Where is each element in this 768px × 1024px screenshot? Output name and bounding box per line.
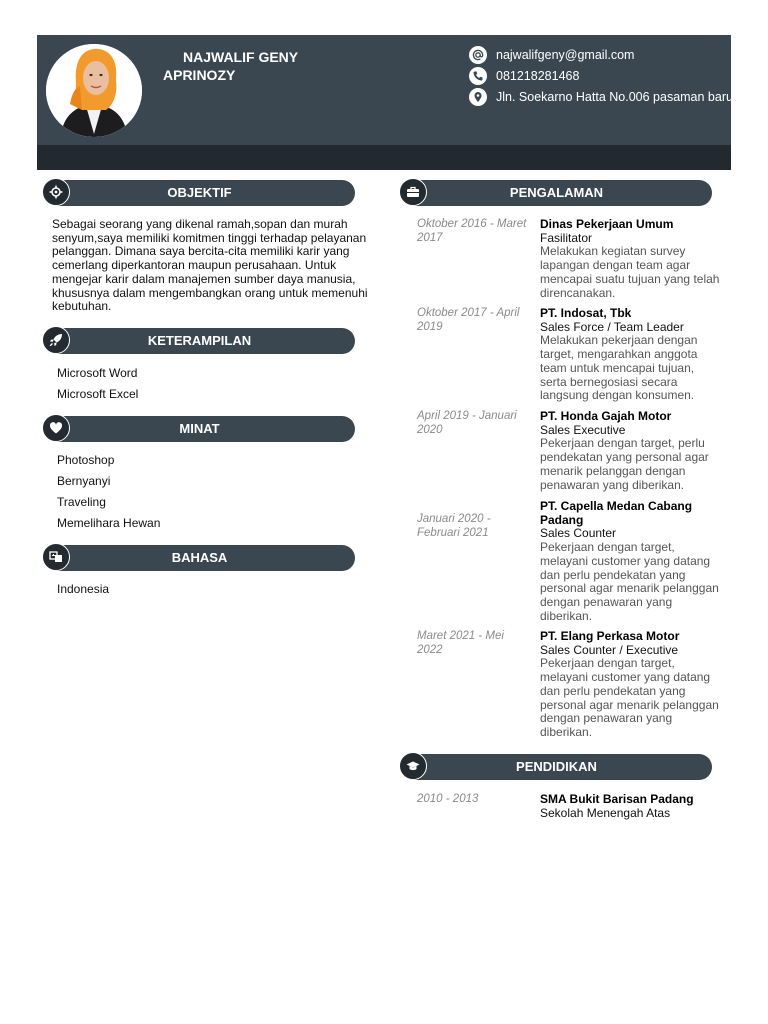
interest-item: Traveling	[57, 495, 106, 509]
contact-phone	[469, 67, 579, 85]
experience-entry	[540, 307, 720, 403]
section-header-bahasa	[44, 545, 355, 571]
education-date: 2010 - 2013	[417, 793, 479, 805]
applicant-last-name: APRINOZY	[163, 67, 236, 83]
job-role: Sales Counter / Executive	[540, 642, 679, 657]
job-description: Pekerjaan dengan target, melayani customer yang datang dan perlu pendekatan yang personal agar menarik pelanggan dengan penawaran yang diberikan.	[540, 540, 719, 623]
experience-date: April 2019 - Januari 2020	[417, 410, 517, 436]
contact-email	[469, 46, 634, 64]
experience-entry	[540, 630, 720, 740]
interest-item: Bernyanyi	[57, 474, 111, 488]
phone-text: 081218281468	[496, 69, 580, 83]
section-title: OBJEKTIF	[167, 185, 232, 200]
experience-date: Maret 2021 - Mei 2022	[417, 630, 504, 656]
section-header-pendidikan	[401, 754, 712, 780]
experience-entry	[540, 410, 720, 492]
experience-date: Oktober 2016 - Maret 2017	[417, 218, 527, 244]
section-title: MINAT	[179, 421, 220, 436]
at-sign-icon	[469, 46, 487, 64]
header-strip	[37, 145, 731, 170]
skill-item: Microsoft Excel	[57, 387, 139, 401]
objective-paragraph: Sebagai seorang yang dikenal ramah,sopan dan murah senyum,saya memiliki komitmen tinggi terhadap pelayanan pelanggan. Dimana saya bercita-cita memiliki karir yang cemerlang diperkantoran maupun perusahaan. Untuk mengejar karir dalam manajemen sumber daya manusia, khususnya dalam mengembangkan orang untuk memenuhi kebutuhan.	[52, 217, 368, 314]
experience-entry	[540, 500, 720, 623]
section-title: PENDIDIKAN	[516, 759, 597, 774]
experience-entry	[540, 218, 720, 300]
job-role: Sales Counter	[540, 526, 617, 541]
school-level: Sekolah Menengah Atas	[540, 805, 671, 820]
experience-date: Januari 2020 - Februari 2021	[417, 513, 491, 539]
job-role: Sales Executive	[540, 422, 626, 437]
email-text: najwalifgeny@gmail.com	[496, 48, 635, 62]
skill-item: Microsoft Word	[57, 366, 138, 380]
job-description: Pekerjaan dengan target, melayani customer yang datang dan perlu pendekatan yang personal agar menarik pelanggan dengan penawaran yang diberikan.	[540, 656, 719, 739]
company-name: Dinas Pekerjaan Umum	[540, 217, 674, 231]
school-name: SMA Bukit Barisan Padang	[540, 792, 694, 806]
company-name: PT. Elang Perkasa Motor	[540, 629, 680, 643]
job-description: Melakukan pekerjaan dengan target, mengarahkan anggota team untuk mencapai tujuan, serta bernegosiasi secara langsung dengan konsumen.	[540, 333, 698, 403]
company-name: PT. Honda Gajah Motor	[540, 409, 672, 423]
profile-photo	[46, 44, 142, 137]
applicant-first-name: NAJWALIF GENY	[183, 49, 299, 65]
language-item: Indonesia	[57, 582, 110, 596]
education-entry	[540, 793, 720, 820]
section-header-pengalaman	[401, 180, 712, 206]
job-description: Pekerjaan dengan target, perlu pendekatan yang personal agar menarik pelanggan dengan penawaran yang diberikan.	[540, 436, 709, 492]
section-title: BAHASA	[171, 550, 228, 565]
interest-item: Photoshop	[57, 453, 115, 467]
interest-item: Memelihara Hewan	[57, 516, 161, 530]
company-name: PT. Capella Medan Cabang Padang	[540, 499, 693, 527]
experience-date: Oktober 2017 - April 2019	[417, 307, 520, 333]
section-header-keterampilan	[44, 328, 355, 354]
job-description: Melakukan kegiatan survey lapangan dengan team agar mencapai suatu tujuan yang telah direncanakan.	[540, 244, 720, 300]
section-title: PENGALAMAN	[509, 185, 604, 200]
phone-icon	[469, 67, 487, 85]
job-role: Fasilitator	[540, 230, 593, 245]
job-role: Sales Force / Team Leader	[540, 319, 684, 334]
section-title: KETERAMPILAN	[147, 333, 252, 348]
company-name: PT. Indosat, Tbk	[540, 306, 632, 320]
location-pin-icon	[469, 88, 487, 106]
contact-address	[469, 88, 733, 106]
address-text: Jln. Soekarno Hatta No.006 pasaman baru	[496, 90, 733, 104]
section-header-minat	[44, 416, 355, 442]
section-header-objektif	[44, 180, 355, 206]
applicant-name	[163, 48, 298, 84]
